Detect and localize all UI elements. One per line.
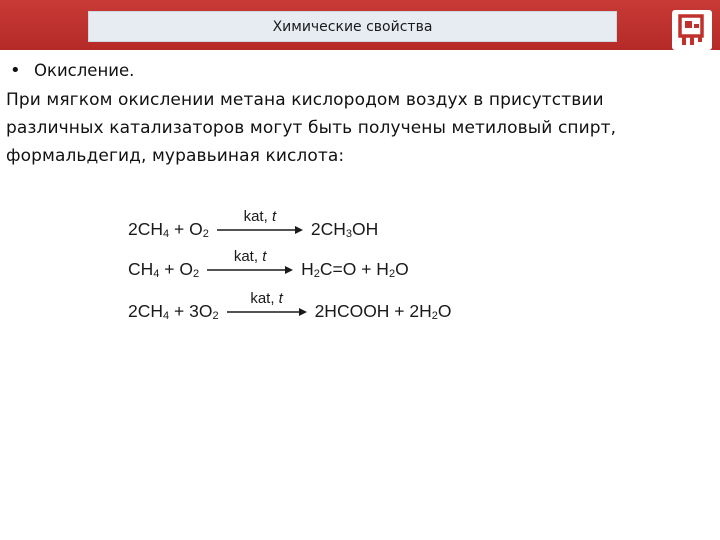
equation-row-1 — [128, 210, 378, 240]
product: H — [301, 259, 314, 279]
reactant-coef: 2 — [128, 301, 138, 321]
subscript: 2 — [212, 310, 219, 322]
product-tail: OH — [351, 219, 379, 239]
reaction-arrow — [217, 210, 303, 240]
subscript: 2 — [388, 268, 396, 280]
arrow-right-icon — [217, 226, 303, 234]
subscript: 4 — [153, 268, 160, 280]
logo-icon — [672, 10, 712, 50]
reactant-oxygen: O — [198, 301, 213, 321]
reaction-condition: kat, t — [250, 290, 283, 307]
reaction-condition: kat, t — [233, 248, 267, 265]
reaction-arrow — [207, 250, 293, 280]
product: 2CH — [310, 219, 346, 239]
reaction-arrow — [227, 292, 307, 322]
subscript: 4 — [163, 310, 170, 322]
subscript: 2 — [431, 310, 438, 322]
plus-sign: + — [159, 259, 180, 279]
product-tail: O — [395, 259, 409, 279]
subscript: 2 — [192, 268, 200, 280]
reactant-oxygen: O — [179, 259, 193, 279]
subscript: 2 — [313, 268, 320, 280]
product: 2HCOOH + 2H — [314, 301, 432, 321]
reactant-oxygen: O — [189, 219, 203, 239]
reactant-methane: CH — [128, 259, 154, 279]
slide-title-text: Химические свойства — [272, 18, 433, 35]
product-tail: C=O + H — [319, 259, 389, 279]
arrow-right-icon — [227, 308, 307, 316]
plus-sign: + — [169, 301, 190, 321]
subscript: 2 — [202, 228, 209, 240]
reaction-condition: kat, t — [243, 208, 277, 225]
product-tail: O — [437, 301, 452, 321]
bullet-item — [10, 60, 134, 81]
arrow-right-icon — [207, 266, 293, 274]
bullet-icon: • — [10, 60, 21, 81]
body-paragraph: При мягком окислении метана кислородом воздух в присутствии различных катализаторов могут быть получены метиловый спирт, формальдегид, муравьиная кислота: — [6, 90, 617, 166]
subscript: 4 — [163, 228, 170, 240]
reaction-equations — [128, 200, 508, 340]
equation-row-3 — [128, 292, 452, 322]
slide-title — [88, 11, 617, 42]
equation-row-2 — [128, 250, 409, 280]
reactant-methane: CH — [137, 301, 164, 321]
reactant-coef: 3 — [189, 301, 199, 321]
bullet-text: Окисление. — [34, 61, 135, 80]
subscript: 3 — [345, 228, 352, 240]
reactant-methane: CH — [137, 219, 164, 239]
reactant-coef: 2 — [128, 219, 138, 239]
plus-sign: + — [169, 219, 190, 239]
